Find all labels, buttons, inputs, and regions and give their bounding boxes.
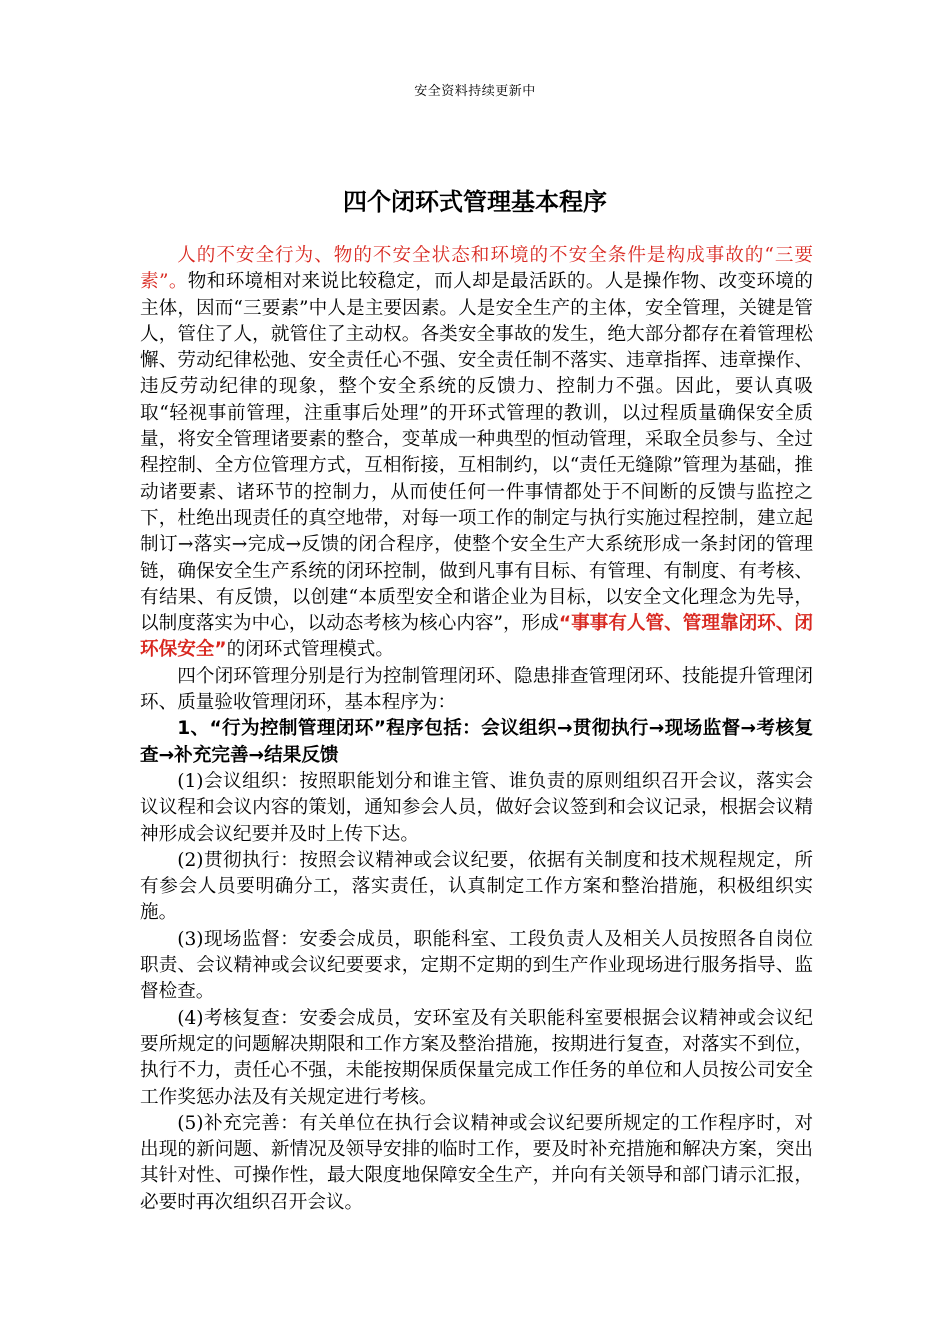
section-1-item-1: (1)会议组织：按照职能划分和谁主管、谁负责的原则组织召开会议，落实会议议程和会议内容的策划，通知参会人员，做好会议签到和会议记录，根据会议精神形成会议纪要并及时上传下达。 [140, 770, 813, 845]
intro-highlight: “事事有人管、管理靠闭环、闭环保安全” [140, 613, 813, 661]
document-body [140, 243, 813, 1216]
section-1-heading: 1、“行为控制管理闭环”程序包括：会议组织→贯彻执行→现场监督→考核复查→补充完善→结果反馈 [140, 718, 813, 766]
section-1-item-2: (2)贯彻执行：按照会议精神或会议纪要，依据有关制度和技术规程规定，所有参会人员要明确分工，落实责任，认真制定工作方案和整治措施，积极组织实施。 [140, 849, 813, 924]
intro-paragraph [140, 243, 813, 664]
intro-tail: 的闭环式管理模式。 [226, 639, 394, 661]
section-1-item-3: (3)现场监督：安委会成员，职能科室、工段负责人及相关人员按照各自岗位职责、会议精神或会议纪要要求，定期不定期的到生产作业现场进行服务指导、监督检查。 [140, 928, 813, 1003]
intro-lead: 人的不安全行为、物的不安全状态和环境的不安全条件是构成事故的“三要素”。 [140, 245, 813, 293]
section-1-item-4: (4)考核复查：安委会成员，安环室及有关职能科室要根据会议精神或会议纪要所规定的问题解决期限和工作方案及整治措施，按期进行复查，对落实不到位，执行不力，责任心不强，未能按期保质保量完成工作任务的单位和人员按公司安全工作奖惩办法及有关规定进行考核。 [140, 1007, 813, 1108]
intro-body: 物和环境相对来说比较稳定，而人却是最活跃的。人是操作物、改变环境的主体，因而“三要素”中人是主要因素。人是安全生产的主体，安全管理，关键是管人，管住了人，就管住了主动权。各类安全事故的发生，绝大部分都存在着管理松懈、劳动纪律松弛、安全责任心不强、安全责任制不落实、违章指挥、违章操作、违反劳动纪律的现象，整个安全系统的反馈力、控制力不强。因此，要认真吸取“轻视事前管理，注重事后处理”的开环式管理的教训，以过程质量确保安全质量，将安全管理诸要素的整合，变革成一种典型的恒动管理，采取全员参与、全过程控制、全方位管理方式，互相衔接，互相制约，以“责任无缝隙”管理为基础，推动诸要素、诸环节的控制力，从而使任何一件事情都处于不间断的反馈与监控之下，杜绝出现责任的真空地带，对每一项工作的制定与执行实施过程控制，建立起制订→落实→完成→反馈的闭合程序，使整个安全生产大系统形成一条封闭的管理链，确保安全生产系统的闭环控制，做到凡事有目标、有管理、有制度、有考核、有结果、有反馈，以创建“本质型安全和谐企业为目标，以安全文化理念为先导，以制度落实为中心，以动态考核为核心内容”，形成 [140, 271, 813, 635]
overview-paragraph: 四个闭环管理分别是行为控制管理闭环、隐患排查管理闭环、技能提升管理闭环、质量验收管理闭环，基本程序为： [140, 665, 813, 714]
document-title: 四个闭环式管理基本程序 [343, 188, 607, 216]
section-1-item-5: (5)补充完善：有关单位在执行会议精神或会议纪要所规定的工作程序时，对出现的新问题、新情况及领导安排的临时工作，要及时补充措施和解决方案，突出其针对性、可操作性，最大限度地保障安全生产，并向有关领导和部门请示汇报，必要时再次组织召开会议。 [140, 1112, 813, 1213]
header-note: 安全资料持续更新中 [414, 84, 536, 99]
